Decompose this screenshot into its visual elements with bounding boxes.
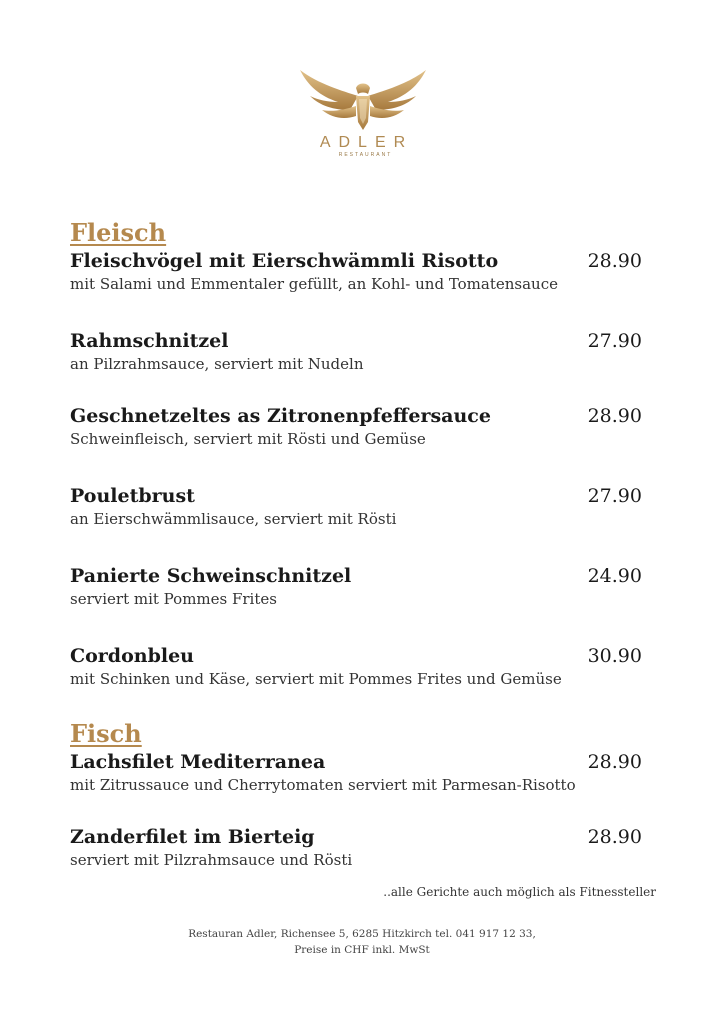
item-price: 30.90 bbox=[587, 645, 642, 667]
menu-item bbox=[70, 563, 642, 609]
item-name: Zanderfilet im Bierteig bbox=[70, 826, 315, 848]
item-description: an Pilzrahmsauce, serviert mit Nudeln bbox=[70, 355, 364, 373]
item-price: 28.90 bbox=[587, 405, 642, 427]
item-price: 24.90 bbox=[587, 565, 642, 587]
item-description: mit Schinken und Käse, serviert mit Pommes Frites und Gemüse bbox=[70, 670, 562, 688]
eagle-icon bbox=[298, 66, 428, 132]
menu-item bbox=[70, 643, 642, 689]
item-name: Lachsfilet Mediterranea bbox=[70, 751, 326, 773]
item-name: Rahmschnitzel bbox=[70, 330, 229, 352]
item-price: 28.90 bbox=[587, 826, 642, 848]
item-name: Fleischvögel mit Eierschwämmli Risotto bbox=[70, 250, 499, 272]
fitness-note: ..alle Gerichte auch möglich als Fitnessteller bbox=[383, 885, 656, 899]
footer-address: Restauran Adler, Richensee 5, 6285 Hitzkirch tel. 041 917 12 33, bbox=[188, 928, 536, 940]
footer-price-note: Preise in CHF inkl. MwSt bbox=[294, 944, 430, 956]
item-description: serviert mit Pilzrahmsauce und Rösti bbox=[70, 851, 353, 869]
item-description: mit Salami und Emmentaler gefüllt, an Kohl- und Tomatensauce bbox=[70, 275, 558, 293]
section-title-fleisch: Fleisch bbox=[70, 218, 167, 247]
brand-subtitle: RESTAURANT bbox=[338, 152, 393, 158]
menu-item bbox=[70, 403, 642, 449]
restaurant-logo bbox=[255, 66, 470, 166]
menu-item bbox=[70, 824, 642, 870]
item-name: Pouletbrust bbox=[70, 485, 195, 507]
menu-item bbox=[70, 328, 642, 374]
item-price: 27.90 bbox=[587, 330, 642, 352]
menu-item bbox=[70, 248, 642, 294]
item-name: Panierte Schweinschnitzel bbox=[70, 565, 352, 587]
menu-item bbox=[70, 483, 642, 529]
menu-item bbox=[70, 749, 642, 795]
item-description: Schweinfleisch, serviert mit Rösti und Gemüse bbox=[70, 430, 426, 448]
item-description: serviert mit Pommes Frites bbox=[70, 590, 277, 608]
item-price: 27.90 bbox=[587, 485, 642, 507]
item-name: Cordonbleu bbox=[70, 645, 194, 667]
item-name: Geschnetzeltes as Zitronenpfeffersauce bbox=[70, 405, 491, 427]
section-title-fisch: Fisch bbox=[70, 719, 142, 748]
footer bbox=[0, 926, 724, 958]
brand-name: ADLER bbox=[319, 134, 414, 151]
menu bbox=[70, 218, 642, 870]
item-description: mit Zitrussauce und Cherrytomaten serviert mit Parmesan-Risotto bbox=[70, 776, 576, 794]
item-price: 28.90 bbox=[587, 751, 642, 773]
item-price: 28.90 bbox=[587, 250, 642, 272]
item-description: an Eierschwämmlisauce, serviert mit Rösti bbox=[70, 510, 397, 528]
